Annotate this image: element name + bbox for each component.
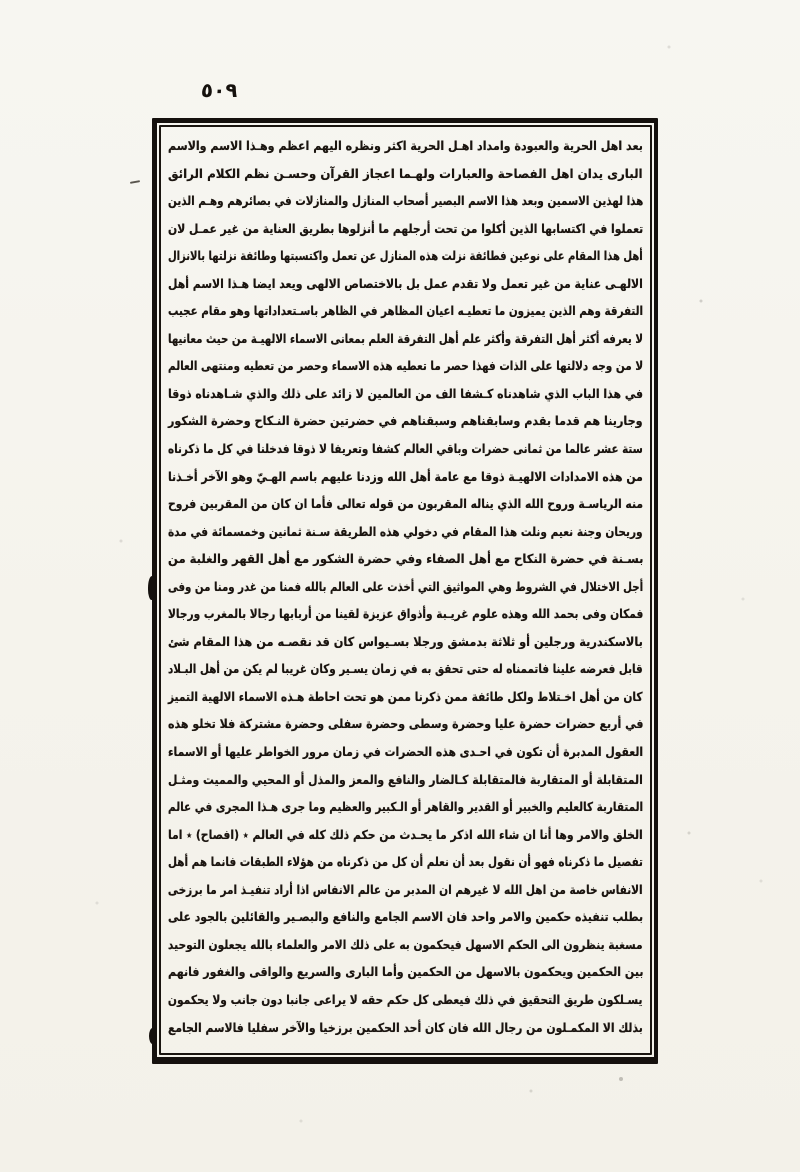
manuscript-line-text: بين الحكمين ويحكمون بالاسهل من الحكمين وأما البارى والسريع والواقى والغفور فانهم	[167, 964, 643, 980]
manuscript-line-text: بالاسكندرية ورجلين أو ثلاثة بدمشق ورجلا بسـيواس كان قد نقصـه من هذا المقام شئ	[168, 633, 643, 649]
manuscript-line-text: التفرقة وهم الذين يميزون ما تعطيـه اعيان المظاهر في الظاهر باسـتعداداتها وهو مقام عجيب	[167, 303, 643, 319]
manuscript-line-text: منه الرياسـة وروح الله الذي يناله المقربون من قوله تعالى فأما ان كان من المقربين فروح	[167, 496, 643, 512]
manuscript-line-text: لا من وجه دلالتها على الذات فهذا حصر ما تعطيه هذه الاسماء وحصر من تعطيه ومنتهى العالم	[167, 358, 643, 374]
manuscript-line	[168, 131, 643, 159]
manuscript-line	[168, 985, 643, 1013]
margin-dash-mark	[130, 180, 140, 184]
manuscript-line-text: بعد اهل الحرية والعبودة وامداد اهـل الحرية اكثر ونظره اليهم اعظم وهـذا الاسم والاسم	[168, 138, 643, 153]
manuscript-line	[168, 159, 643, 187]
manuscript-line	[168, 654, 643, 682]
manuscript-line-text: تعملوا في اكتسابها الذين أكلوا من تحت أرجلهم ما أنزلوها بطريق العناية من غير عمـل لان	[167, 220, 643, 236]
manuscript-line	[168, 682, 643, 710]
manuscript-line	[168, 737, 643, 765]
manuscript-line	[168, 351, 643, 379]
manuscript-line-text: لا يعرفه أكثر أهل التفرقة وأكثر علم أهل التفرقة العلم بمعانى الاسماء الالهيـة من حيث معانيها	[168, 330, 643, 346]
manuscript-line	[168, 434, 643, 462]
manuscript-line	[168, 296, 643, 324]
manuscript-line	[168, 820, 643, 848]
manuscript-line	[168, 1013, 643, 1041]
manuscript-line-text: بسـنة في حضرة النكاح مع أهل الصفاء وفي حضرة الشكور مع أهل القهر والغلبة من	[167, 551, 643, 567]
manuscript-line	[168, 957, 643, 985]
manuscript-line-text: الانفاس خاصة من اهل الله لا غيرهم ان المدبر من عالم الانفاس اذا أراد تنفيـذ امر ما برزخى	[168, 881, 643, 897]
manuscript-line	[168, 902, 643, 930]
manuscript-line-text: فمكان وفى بحمد الله وهذه علوم غريـبة وأذواق عزيزة لقينا من أربابها رجالا بالمغرب ورجالا	[167, 606, 643, 622]
manuscript-line-text: في هذا الباب الذي شاهدناه كـشفا الف من العالمين لا زائد على ذلك والذي شـاهدناه ذوقا	[167, 385, 643, 401]
manuscript-line-text: أجل الاختلال في الشروط وهي المواثيق التي أخذت على العالم بالله فمنا من غدر ومنا من وفى	[167, 578, 643, 594]
manuscript-line	[168, 462, 643, 490]
manuscript-line-text: المتقاربة كالعليم والخبير أو القدير والقاهر أو الـكبير والعظيم وما جرى هـذا المجرى في عالم	[167, 799, 643, 815]
manuscript-line	[168, 186, 643, 214]
manuscript-line	[168, 241, 643, 269]
manuscript-line-text: ستة عشر عالما من ثمانى حضرات وباقي العالم كشفا وتعريفا لا ذوقا فدخلنا في كل ما ذكرناه	[168, 441, 643, 457]
manuscript-line-text: وجارينا هم قدما بقدم وسابقناهم وسبقناهم في حضرتين حضرة النـكاح وحضرة الشكور	[168, 413, 643, 429]
manuscript-line	[168, 709, 643, 737]
manuscript-line-text: المتقابلة أو المتقاربة فالمتقابلة كـالضار والنافع والمعز والمذل أو المحيي والمميت ومثـل	[168, 771, 643, 787]
manuscript-line-text: من هذه الامدادات الالهيـة ذوقا مع عامة أهل الله وزدنا عليهم باسم الهـيّ وهو الآخر أخـذنا	[168, 468, 643, 484]
manuscript-line-text: هذا لهذين الاسمين وبعد هذا الاسم البصير أصحاب المنازل والمنازلات في بصائرهم وهـم الذين	[167, 193, 643, 209]
manuscript-line	[168, 792, 643, 820]
manuscript-line-text: أهل هذا المقام على نوعين فطائفة نزلت هذه المنازل عن تعمل واكتسبتها وطائفة نزلتها بالانزال	[168, 248, 643, 264]
manuscript-line-text: مسغبة ينظرون الى الحكم الاسهل فيحكمون به على ذلك الامر والعلماء بالله يجعلون التوحيد	[168, 936, 643, 952]
scan-noise-speckles	[0, 0, 2, 2]
manuscript-line	[168, 599, 643, 627]
text-frame-outer-border	[152, 118, 658, 1064]
manuscript-line-text: الخلق والامر وها أنا ان شاء الله اذكر ما يحـدث من حكم ذلك كله في العالم ٭ (افصاح) ٭ اما	[168, 826, 643, 842]
manuscript-line-text: بطلب تنفيذه حكمين والامر واحد فان الاسم الجامع والنافع والبصـير والقائلين بالجود على	[167, 909, 643, 925]
manuscript-line	[168, 379, 643, 407]
manuscript-line-text: العقول المدبرة أن تكون في احـدى هذه الحضرات في زمان مرور الخواطر عليها أو الاسماء	[167, 744, 643, 760]
manuscript-line-text: وريحان وجنة نعيم ونلت هذا المقام في دخولي هذه الطريقة سـنة ثمانين وخمسمائة في مدة	[168, 523, 643, 539]
manuscript-line	[168, 875, 643, 903]
ink-blot	[148, 576, 156, 600]
manuscript-line	[168, 406, 643, 434]
manuscript-line	[168, 847, 643, 875]
manuscript-line-text: بذلك الا المكمـلون من رجال الله فان كان أحد الحكمين برزخيا والآخر سفليا فالاسم الجامع	[168, 1019, 643, 1035]
manuscript-text-block	[161, 127, 650, 1053]
manuscript-line	[168, 930, 643, 958]
manuscript-line-text: تفصيل ما ذكرناه فهو أن نقول بعد أن نعلم أن كل من ذكرناه من هؤلاء الطبقات فانما هم أهل	[168, 854, 643, 870]
manuscript-line	[168, 269, 643, 297]
manuscript-line	[168, 544, 643, 572]
manuscript-line-text: قابل فعرضه علينا فاتممناه له حتى تحقق به في زمان يسـير وكان غريبا لم يكن من أهل البـلاد	[168, 661, 643, 677]
page-number: ٥٠٩	[200, 78, 239, 102]
manuscript-line	[168, 517, 643, 545]
manuscript-line	[168, 324, 643, 352]
manuscript-line	[168, 765, 643, 793]
manuscript-line-text: يسـلكون طريق التحقيق في ذلك فيعطى كل حكم حقه لا يراعى جانبا دون جانب ولا يحكمون	[168, 991, 643, 1007]
manuscript-line-text: في أربع حضرات حضرة عليا وحضرة وسطى وحضرة سفلى وحضرة مشتركة فلا تخلو هذه	[167, 716, 643, 732]
text-frame-inner-border	[159, 125, 652, 1055]
manuscript-line-text: الالهـى عناية من غير تعمل ولا تقدم عمل بل بالاختصاص الالهى ويعد ايضا هـذا الاسم أهل	[168, 275, 643, 291]
manuscript-line-text: البارى يدان اهل الفصاحة والعبارات ولهـما اعجاز القرآن وحسـن نظم الكلام الرائق	[168, 165, 643, 181]
ink-blot-small	[149, 1028, 156, 1044]
manuscript-line	[168, 627, 643, 655]
manuscript-line	[168, 214, 643, 242]
manuscript-line-text: كان من أهل اخـتلاط ولكل طائفة ممن ذكرنا ممن هو تحت احاطة هـذه الاسماء الالهية التميز	[168, 688, 643, 704]
manuscript-line	[168, 489, 643, 517]
manuscript-line	[168, 572, 643, 600]
